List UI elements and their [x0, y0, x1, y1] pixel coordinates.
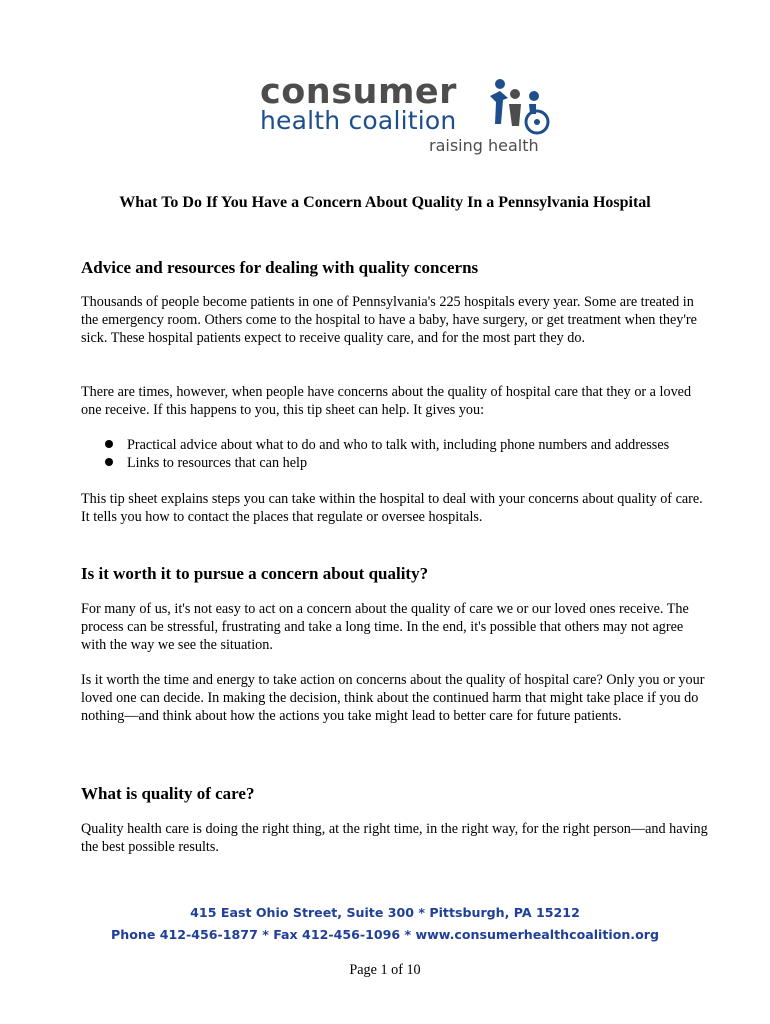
- logo-line-2: health coalition: [260, 106, 457, 135]
- bullet-icon: [105, 458, 113, 466]
- list-item: [105, 454, 725, 472]
- logo-line-1: consumer: [260, 72, 457, 112]
- section-heading-quality-of-care: What is quality of care?: [81, 784, 255, 803]
- people-icon: [484, 76, 550, 138]
- page-number: Page 1 of 10: [349, 962, 421, 978]
- bullet-icon: [105, 440, 113, 448]
- paragraph: Is it worth the time and energy to take action on concerns about the quality of hospital care? Only you or your loved one can decide. In making the decision, think about the continued harm that might take place if you do nothing—and think about how the actions you take might lead to better care for future patients.: [81, 672, 705, 724]
- paragraph: Thousands of people become patients in one of Pennsylvania's 225 hospitals every year. Some are treated in the emergency room. Others come to the hospital to have a baby, have surgery, or get treatment when they're sick. These hospital patients expect to receive quality care, and for the most part they do.: [81, 294, 697, 346]
- logo-tagline: raising health: [429, 136, 539, 155]
- consumer-health-coalition-logo: [258, 72, 558, 160]
- footer-address: 415 East Ohio Street, Suite 300 * Pittsburgh, PA 15212: [190, 905, 580, 920]
- paragraph: Quality health care is doing the right thing, at the right time, in the right way, for the right person—and having the best possible results.: [81, 821, 708, 855]
- paragraph: For many of us, it's not easy to act on a concern about the quality of care we or our loved ones receive. The process can be stressful, frustrating and take a long time. In the end, it's possible that others may not agree with the way we see the situation.: [81, 601, 689, 653]
- bullet-list: [105, 436, 725, 472]
- section-heading-advice: Advice and resources for dealing with quality concerns: [81, 258, 479, 277]
- list-item-text: Practical advice about what to do and who to talk with, including phone numbers and addresses: [127, 437, 670, 453]
- list-item: [105, 436, 725, 454]
- footer-contact: Phone 412-456-1877 * Fax 412-456-1096 * www.consumerhealthcoalition.org: [111, 927, 659, 942]
- paragraph: There are times, however, when people have concerns about the quality of hospital care that they or a loved one receive. If this happens to you, this tip sheet can help. It gives you:: [81, 384, 692, 418]
- document-title: What To Do If You Have a Concern About Quality In a Pennsylvania Hospital: [119, 194, 651, 211]
- paragraph: This tip sheet explains steps you can take within the hospital to deal with your concerns about quality of care. It tells you how to contact the places that regulate or oversee hospitals.: [81, 491, 703, 525]
- list-item-text: Links to resources that can help: [127, 455, 308, 471]
- section-heading-worth-it: Is it worth it to pursue a concern about quality?: [81, 564, 429, 583]
